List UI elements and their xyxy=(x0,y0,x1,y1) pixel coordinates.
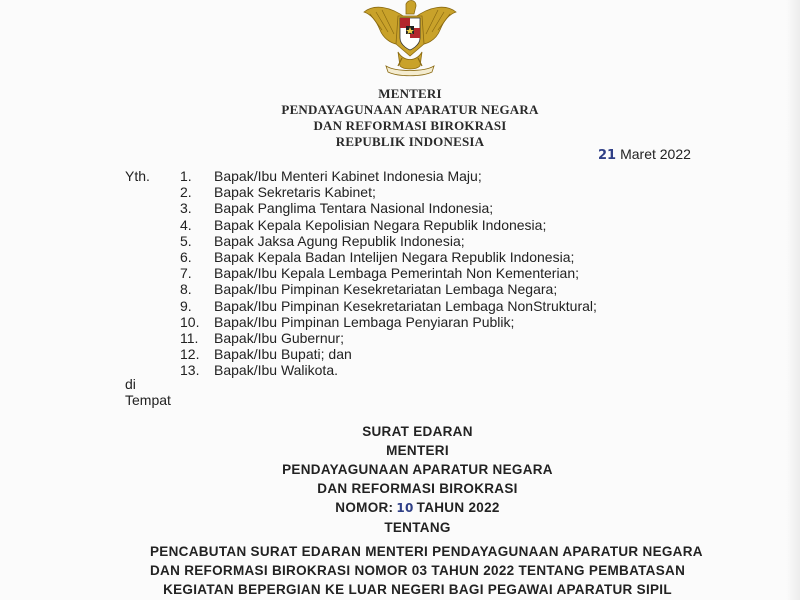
recipient-text: Bapak Sekretaris Kabinet; xyxy=(214,184,376,201)
recipient-number: 4. xyxy=(180,216,192,233)
page-edge-shadow xyxy=(786,0,800,600)
title-menteri: MENTERI xyxy=(386,443,449,458)
recipient-number: 2. xyxy=(180,184,192,201)
recipient-text: Bapak Panglima Tentara Nasional Indonesia; xyxy=(214,200,494,217)
recipient-text: Bapak Kepala Badan Intelijen Negara Republik Indonesia; xyxy=(214,248,575,265)
garuda-emblem-icon xyxy=(360,0,460,80)
letterhead-line-4: REPUBLIK INDONESIA xyxy=(335,134,485,149)
recipient-item xyxy=(180,184,597,200)
recipient-text: Bapak Kepala Kepolisian Negara Republik Indonesia; xyxy=(214,216,547,233)
recipient-item xyxy=(180,168,597,184)
tahun-text: TAHUN 2022 xyxy=(416,500,500,515)
letterhead-line-3: DAN REFORMASI BIROKRASI xyxy=(313,118,507,133)
recipient-item xyxy=(180,330,597,346)
place-block xyxy=(125,376,171,408)
recipient-text: Bapak/Ibu Kepala Lembaga Pemerintah Non Kementerian; xyxy=(214,265,580,282)
recipient-text: Bapak Jaksa Agung Republik Indonesia; xyxy=(214,232,465,249)
title-ministry-line-1: PENDAYAGUNAAN APARATUR NEGARA xyxy=(282,462,553,477)
handwritten-day: 21 xyxy=(598,148,617,163)
recipient-list xyxy=(180,168,597,378)
title-tentang: TENTANG xyxy=(384,520,451,535)
handwritten-number: 10 xyxy=(396,501,414,515)
recipient-item xyxy=(180,346,597,362)
recipient-number: 3. xyxy=(180,200,192,217)
subject-line-3: KEGIATAN BEPERGIAN KE LUAR NEGERI BAGI PEGAWAI APARATUR SIPIL xyxy=(163,582,672,597)
recipient-number: 1. xyxy=(180,168,192,184)
date-month-year: Maret 2022 xyxy=(620,146,691,162)
recipient-number: 7. xyxy=(180,265,192,282)
letterhead-line-2: PENDAYAGUNAAN APARATUR NEGARA xyxy=(281,102,539,117)
recipient-item xyxy=(180,233,597,249)
title-number-line xyxy=(150,500,685,515)
recipient-item xyxy=(180,298,597,314)
recipient-text: Bapak/Ibu Walikota. xyxy=(214,362,338,379)
circular-title: SURAT EDARAN xyxy=(362,424,473,439)
recipient-number: 12. xyxy=(180,346,200,363)
recipient-item xyxy=(180,200,597,216)
recipient-text: Bapak/Ibu Pimpinan Kesekretariatan Lembaga Negara; xyxy=(214,281,558,298)
recipient-item xyxy=(180,265,597,281)
recipient-item xyxy=(180,362,597,378)
letter-date xyxy=(598,146,691,163)
recipient-text: Bapak/Ibu Pimpinan Lembaga Penyiaran Publik; xyxy=(214,313,515,330)
recipient-number: 8. xyxy=(180,281,192,298)
recipient-item xyxy=(180,314,597,330)
subject-line-1: PENCABUTAN SURAT EDARAN MENTERI PENDAYAGUNAAN APARATUR NEGARA xyxy=(150,544,703,559)
letterhead-line-1: MENTERI xyxy=(378,86,442,101)
nomor-label: NOMOR: xyxy=(335,500,394,515)
recipient-item xyxy=(180,217,597,233)
place-line-tempat: Tempat xyxy=(125,392,171,408)
title-ministry-line-2: DAN REFORMASI BIROKRASI xyxy=(317,481,518,496)
recipient-number: 13. xyxy=(180,362,200,379)
recipient-number: 5. xyxy=(180,232,192,249)
recipient-text: Bapak/Ibu Menteri Kabinet Indonesia Maju; xyxy=(214,168,482,184)
recipient-text: Bapak/Ibu Gubernur; xyxy=(214,329,344,346)
subject-line-2: DAN REFORMASI BIROKRASI NOMOR 03 TAHUN 2022 TENTANG PEMBATASAN xyxy=(150,563,686,578)
recipient-item xyxy=(180,249,597,265)
place-line-di: di xyxy=(125,376,136,392)
recipient-number: 9. xyxy=(180,297,192,314)
recipient-number: 10. xyxy=(180,313,200,330)
recipient-item xyxy=(180,281,597,297)
recipient-number: 11. xyxy=(180,329,199,346)
recipient-text: Bapak/Ibu Bupati; dan xyxy=(214,346,352,363)
addressee-label: Yth. xyxy=(125,168,150,184)
recipient-text: Bapak/Ibu Pimpinan Kesekretariatan Lembaga NonStruktural; xyxy=(214,297,597,314)
recipient-number: 6. xyxy=(180,248,192,265)
